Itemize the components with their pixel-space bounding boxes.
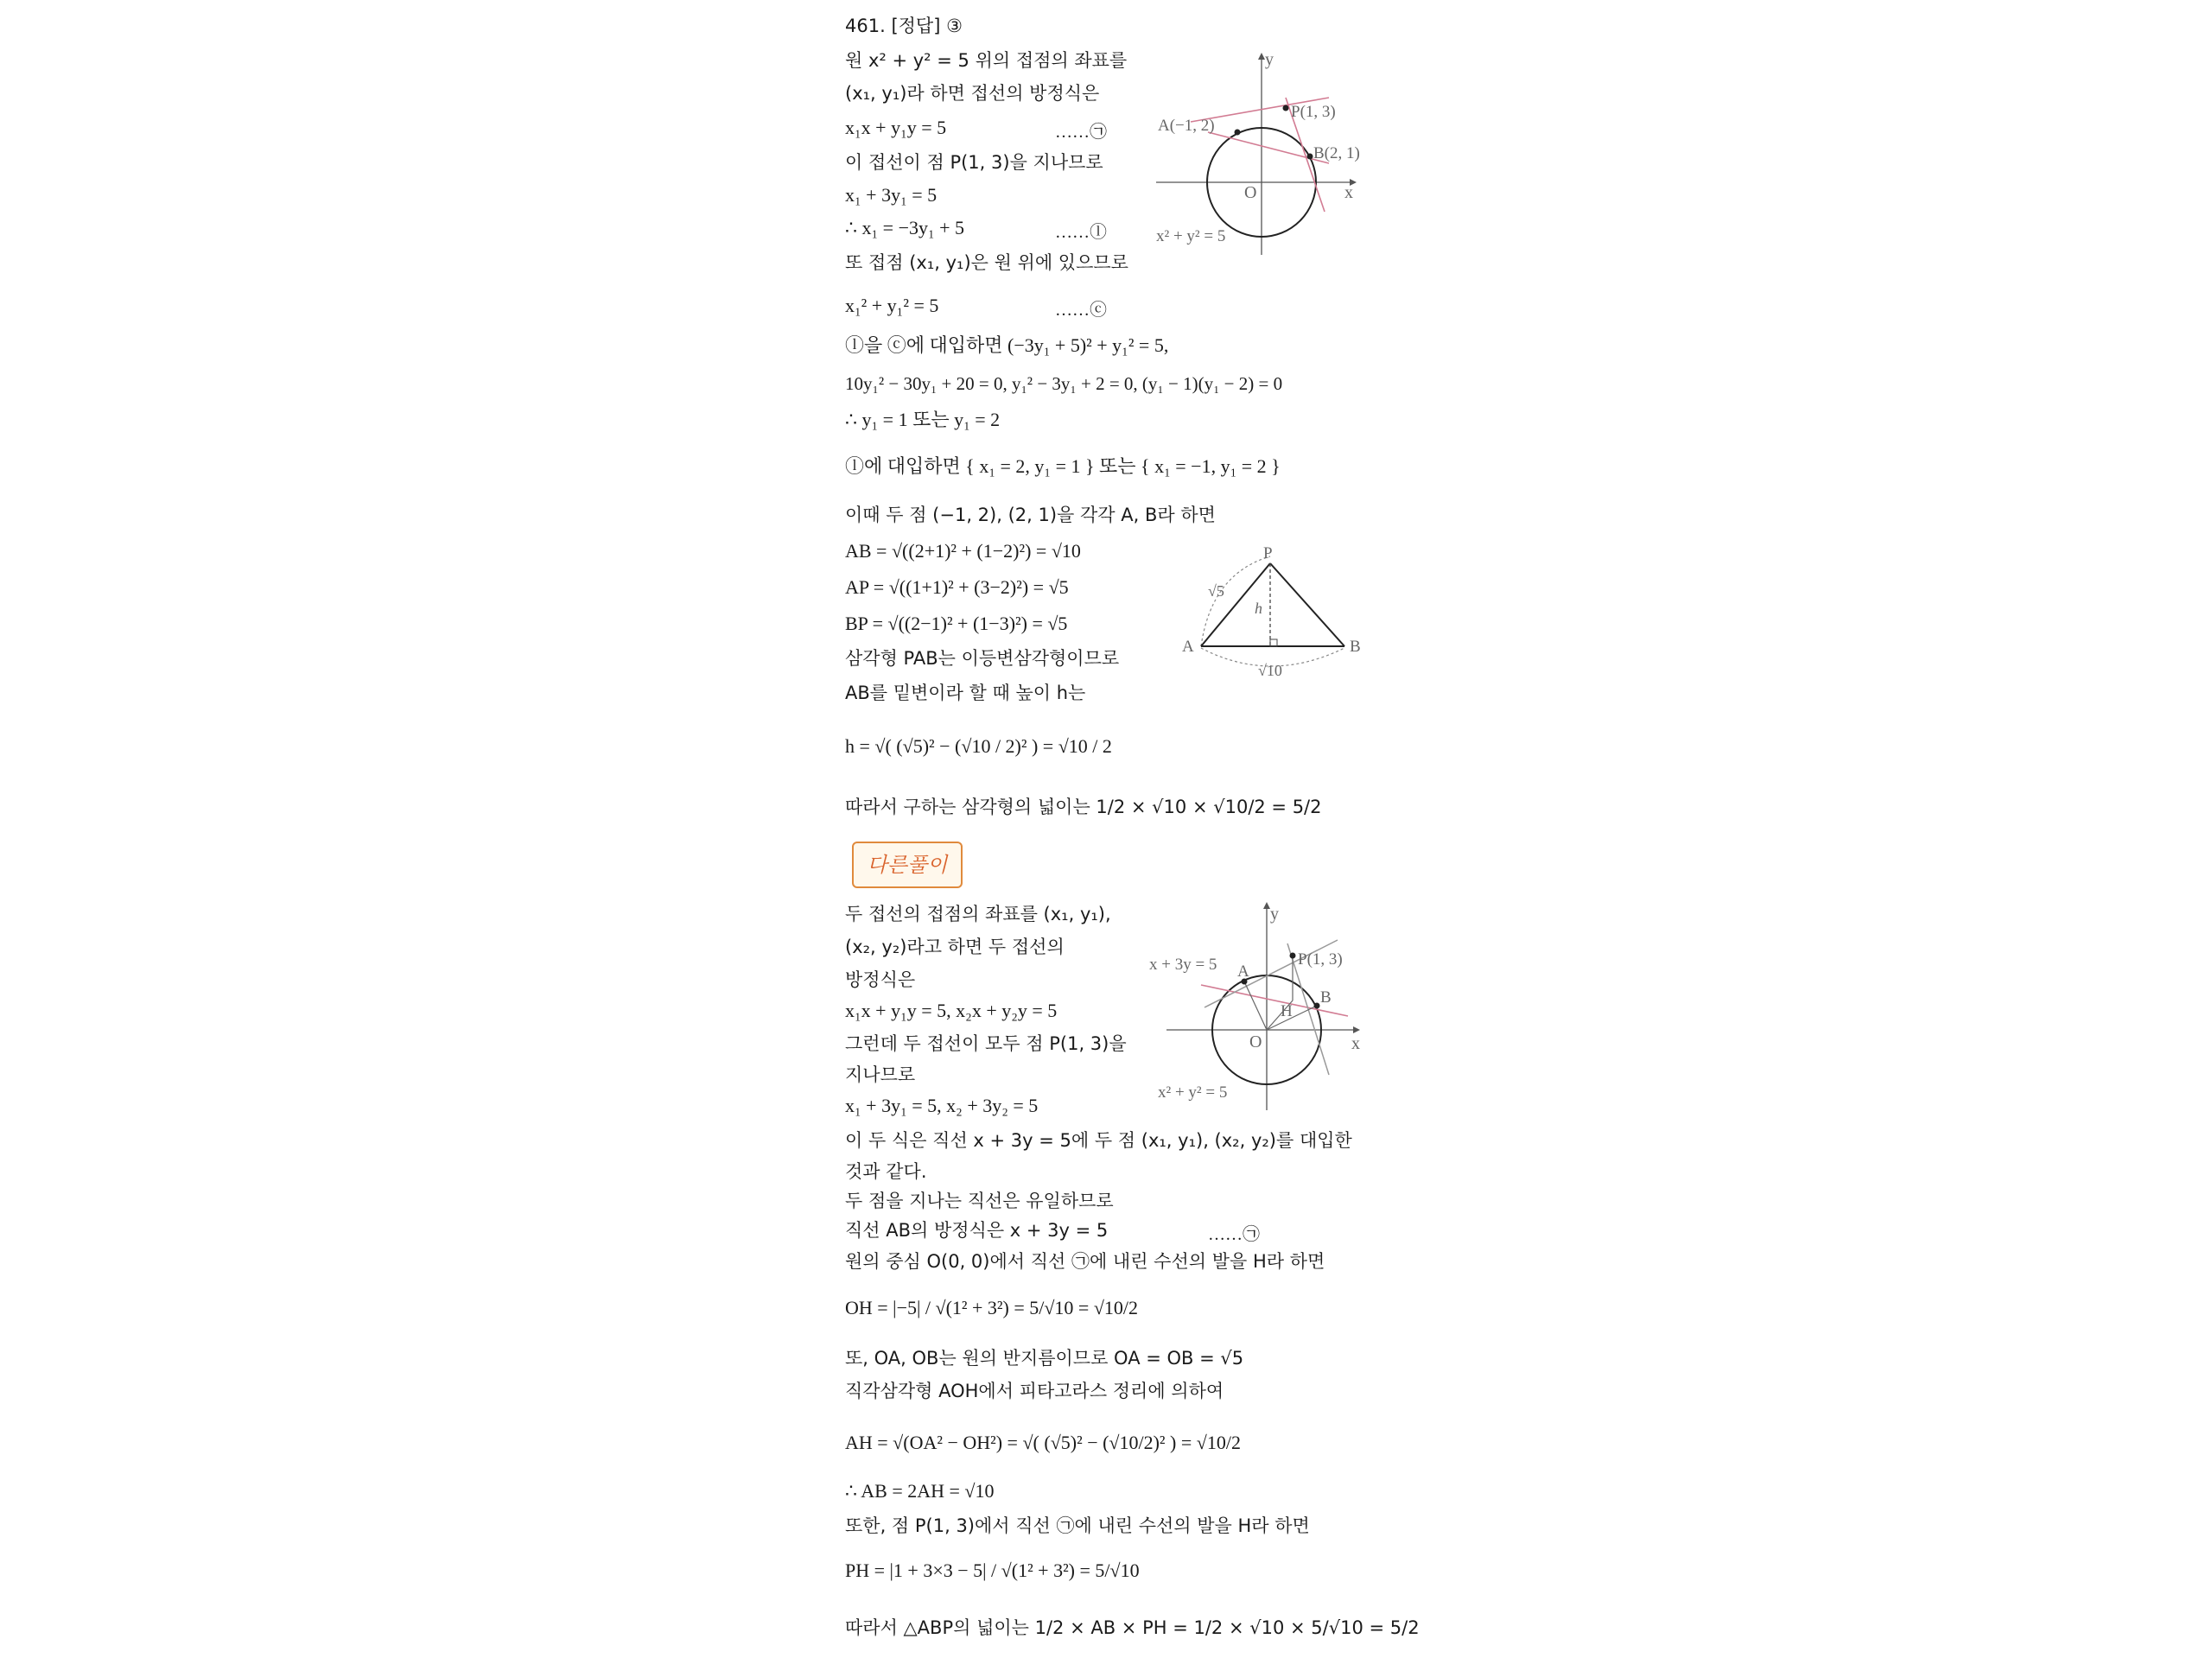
solution2-line: 것과 같다. (845, 1161, 927, 1182)
equation-mark: ……ⓒ (1055, 301, 1107, 320)
figure-triangle-pab (1173, 539, 1381, 686)
solution2-line: 이 두 식은 직선 x + 3y = 5에 두 점 (x₁, y₁), (x₂, y₂)를 대입한 (845, 1130, 1352, 1151)
solution2-line: 또, OA, OB는 원의 반지름이므로 OA = OB = √5 (845, 1348, 1244, 1369)
fig2-p-label: P (1263, 544, 1273, 562)
solution2-line: 직선 AB의 방정식은 x + 3y = 5 (845, 1220, 1109, 1241)
solution2-equation: x₁ + 3y₁ = 5, x₂ + 3y₂ = 5 (845, 1095, 1039, 1116)
solution2-line: 두 접선의 접점의 좌표를 (x₁, y₁), (845, 904, 1111, 924)
fig3-circle-label: x² + y² = 5 (1158, 1083, 1228, 1102)
fig3-a-label: A (1237, 962, 1249, 981)
alt-solution-badge: 다른풀이 (852, 842, 963, 888)
solution2-line: 또한, 점 P(1, 3)에서 직선 ㉠에 내린 수선의 발을 H라 하면 (845, 1515, 1310, 1536)
solution1-equation: h = √( (√5)² − (√10 / 2)² ) = √10 / 2 (845, 735, 1112, 757)
fig3-origin-label: O (1249, 1032, 1262, 1051)
fig2-base-label: √10 (1258, 662, 1282, 679)
solution2-line: 그런데 두 접선이 모두 점 P(1, 3)을 (845, 1033, 1127, 1054)
solution2-equation: x₁x + y₁y = 5, x₂x + y₂y = 5 (845, 1000, 1058, 1021)
fig1-y-label: y (1265, 50, 1274, 69)
fig3-line-label: x + 3y = 5 (1149, 956, 1217, 974)
solution1-equation: AP = √((1+1)² + (3−2)²) = √5 (845, 576, 1069, 598)
fig1-circle-label: x² + y² = 5 (1156, 227, 1226, 245)
figure-alt-solution (1149, 899, 1374, 1115)
solution2-line: 원의 중심 O(0, 0)에서 직선 ㉠에 내린 수선의 발을 H라 하면 (845, 1251, 1325, 1272)
segment-oa (1244, 981, 1267, 1030)
solution1-equation: x₁² + y₁² = 5 (845, 295, 939, 316)
fig1-p-label: P(1, 3) (1291, 103, 1336, 121)
solution2-line: 방정식은 (845, 969, 916, 990)
solution2-line: 직각삼각형 AOH에서 피타고라스 정리에 의하여 (845, 1381, 1224, 1401)
figure-tangent-circle (1156, 48, 1363, 264)
fig3-b-label: B (1320, 988, 1332, 1007)
solution1-equation: BP = √((2−1)² + (1−3)²) = √5 (845, 613, 1068, 634)
fig1-x-label: x (1344, 183, 1353, 202)
fig3-h-label: H (1281, 1002, 1293, 1020)
fig3-p-label: P(1, 3) (1298, 950, 1343, 969)
solution2-equation: ∴ AB = 2AH = √10 (845, 1480, 995, 1502)
equation-mark: ……㉠ (1208, 1225, 1260, 1244)
solution2-line: (x₂, y₂)라고 하면 두 접선의 (845, 937, 1065, 957)
fig1-origin-label: O (1244, 183, 1257, 202)
solution1-line: AB를 밑변이라 할 때 높이 h는 (845, 683, 1086, 703)
fig2-a-label: A (1182, 638, 1194, 656)
side-bp (1270, 563, 1344, 646)
fig3-x-label: x (1351, 1034, 1360, 1053)
solution1-equation: ⓛ을 ⓒ에 대입하면 (−3y₁ + 5)² + y₁² = 5, (845, 334, 1169, 356)
point-p (1283, 105, 1289, 111)
solution1-line: (x₁, y₁)라 하면 접선의 방정식은 (845, 83, 1100, 104)
fig1-a-label: A(−1, 2) (1158, 117, 1215, 135)
solution2-line: 지나므로 (845, 1064, 916, 1085)
answer-label: [정답] (891, 16, 941, 36)
answer-value: ③ (946, 16, 963, 36)
solution1-line: 또 접점 (x₁, y₁)은 원 위에 있으므로 (845, 252, 1128, 273)
solution-column (845, 0, 1420, 1658)
solution2-conclusion: 따라서 △ABP의 넓이는 1/2 × AB × PH = 1/2 × √10 × 5/√10 = 5/2 (845, 1617, 1420, 1638)
point-a (1235, 130, 1241, 136)
solution1-equation: x₁ + 3y₁ = 5 (845, 184, 938, 206)
solution2-line: 두 점을 지나는 직선은 유일하므로 (845, 1191, 1114, 1211)
solution1-equation: ∴ y₁ = 1 또는 y₁ = 2 (845, 409, 1001, 430)
solution2-equation: PH = |1 + 3×3 − 5| / √(1² + 3²) = 5/√10 (845, 1560, 1140, 1581)
problem-number: 461. (845, 16, 886, 36)
solution1-line: 이 접선이 점 P(1, 3)을 지나므로 (845, 152, 1103, 173)
fig3-y-label: y (1270, 905, 1279, 924)
solution1-equation: ⓛ에 대입하면 { x₁ = 2, y₁ = 1 } 또는 { x₁ = −1, y₁ = 2 } (845, 455, 1281, 477)
solution1-equation: ∴ x₁ = −3y₁ + 5 (845, 217, 965, 238)
solution1-equation: 10y₁² − 30y₁ + 20 = 0, y₁² − 3y₁ + 2 = 0, (y₁ − 1)(y₁ − 2) = 0 (845, 373, 1283, 394)
fig2-side-label: √5 (1208, 582, 1224, 600)
point-p (1290, 953, 1296, 959)
equation-mark: ……ⓛ (1055, 223, 1107, 242)
solution1-equation: x₁x + y₁y = 5 (845, 117, 947, 138)
solution1-line: 삼각형 PAB는 이등변삼각형이므로 (845, 648, 1120, 669)
solution1-line: 이때 두 점 (−1, 2), (2, 1)을 각각 A, B라 하면 (845, 505, 1216, 525)
answer-header (845, 14, 963, 38)
point-b (1314, 1003, 1320, 1009)
solution1-conclusion: 따라서 구하는 삼각형의 넓이는 1/2 × √10 × √10/2 = 5/2 (845, 797, 1322, 817)
solution1-equation: AB = √((2+1)² + (1−2)²) = √10 (845, 540, 1081, 562)
fig2-b-label: B (1350, 638, 1361, 656)
equation-mark: ……㉠ (1055, 123, 1107, 142)
point-b (1307, 154, 1313, 160)
fig1-b-label: B(2, 1) (1313, 144, 1360, 162)
solution1-line: 원 x² + y² = 5 위의 접점의 좌표를 (845, 50, 1128, 71)
solution2-equation: AH = √(OA² − OH²) = √( (√5)² − (√10/2)² ) = √10/2 (845, 1432, 1241, 1453)
fig2-h-label: h (1255, 600, 1262, 617)
solution2-equation: OH = |−5| / √(1² + 3²) = 5/√10 = √10/2 (845, 1297, 1139, 1318)
